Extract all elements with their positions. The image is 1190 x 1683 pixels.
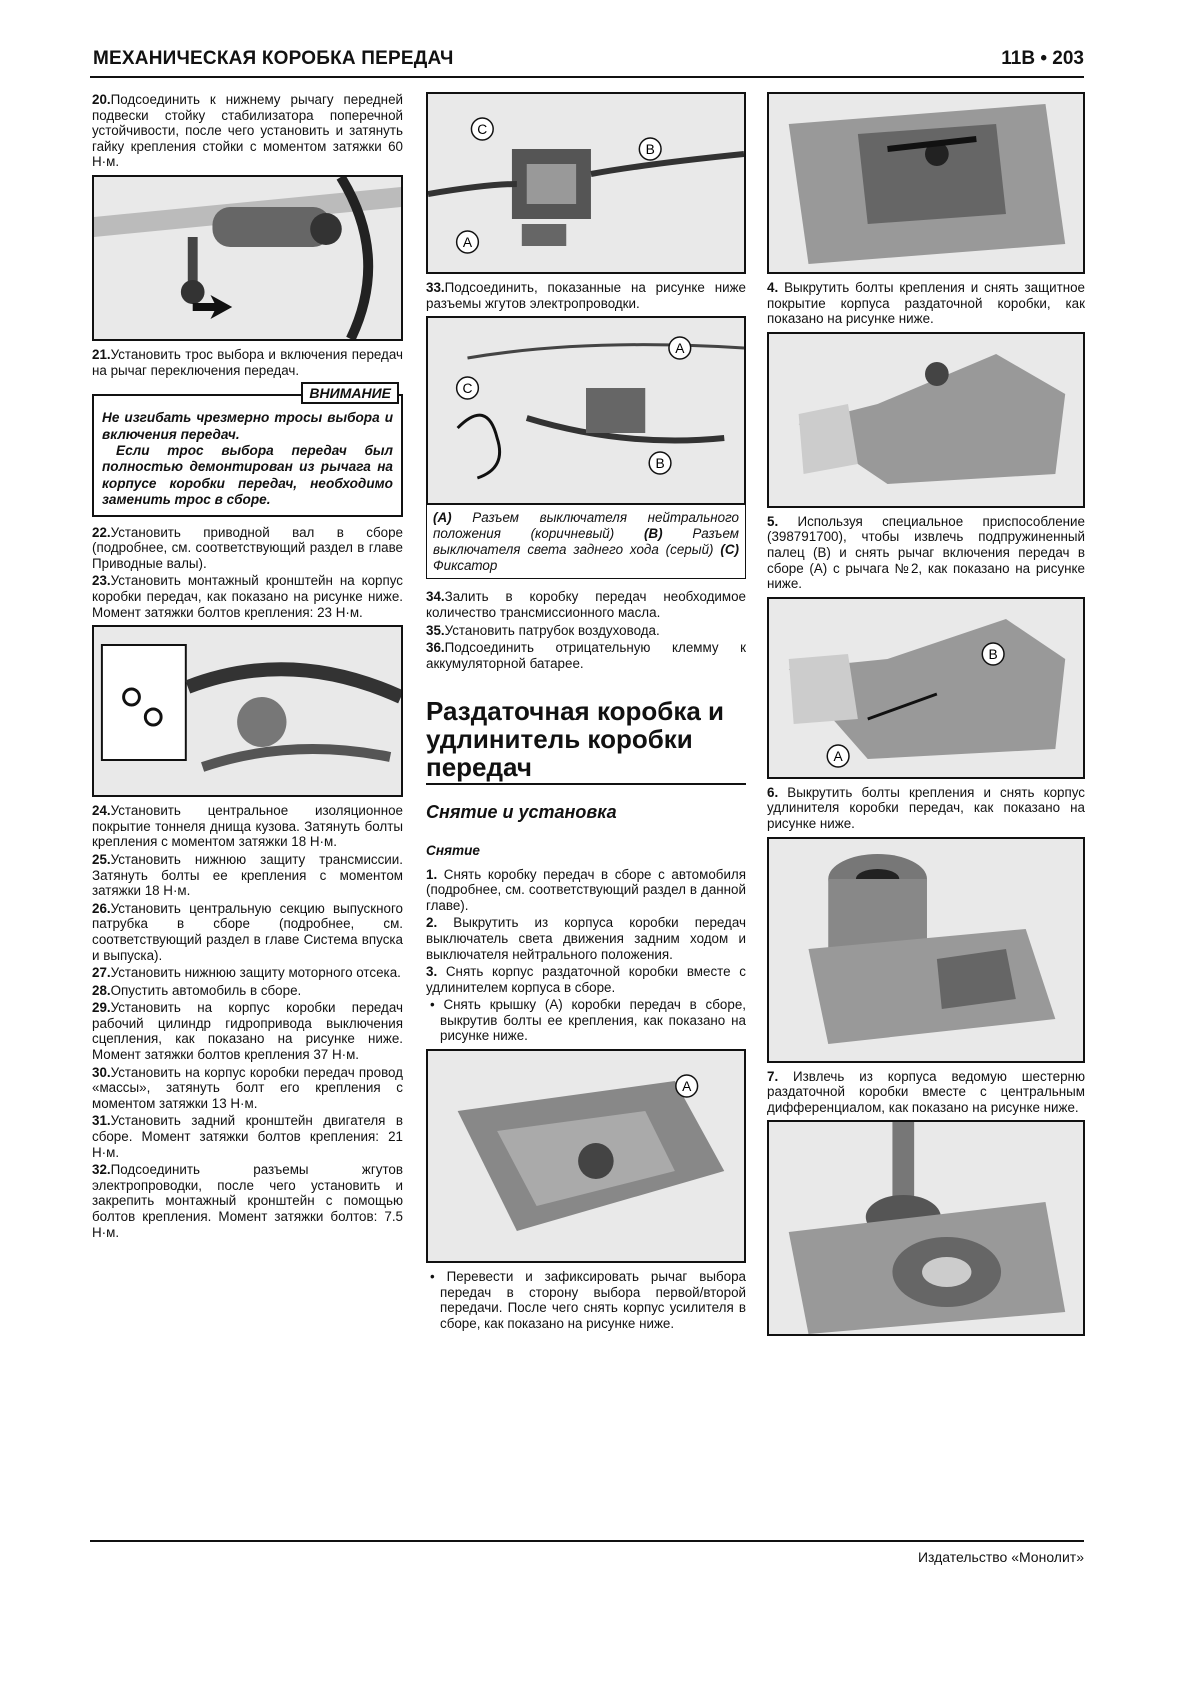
fig-b-label-a: A bbox=[833, 747, 843, 764]
section-title: Раздаточная коробка и удлинитель коробки передач bbox=[426, 696, 724, 783]
step-23: 23.Установить монтажный кронштейн на корпус коробки передач, как показано на рисунке ниже. Момент затяжки болтов крепления: 23 Н·м. bbox=[92, 573, 403, 620]
header-rule bbox=[90, 76, 1084, 78]
figure-transfer-case bbox=[767, 332, 1085, 508]
step-28: 28.Опустить автомобиль в сборе. bbox=[92, 982, 302, 998]
step-4: 4. Выкрутить болты крепления и снять защитное покрытие корпуса раздаточной коробки, как показано на рисунке ниже. bbox=[767, 280, 1085, 327]
removal-step-3-bullet-2: • Перевести и зафиксировать рычаг выбора передач в сторону выбора первой/второй передачи. После чего снять корпус усилителя в сборе, как показано на рисунке ниже. bbox=[430, 1269, 746, 1331]
removal-step-3: 3. Снять корпус раздаточной коробки вместе с удлинителем корпуса в сборе. bbox=[426, 964, 746, 995]
figure-stabilizer-link bbox=[92, 175, 403, 341]
warning-text-2: Если трос выбора передач был полностью демонтирован из рычага на корпусе коробки передач, необходимо заменить трос в сборе. bbox=[102, 442, 393, 508]
warning-box bbox=[92, 385, 403, 516]
figure-caption: (A) Разъем выключателя нейтрального положения (коричневый) (B) Разъем выключателя света заднего хода (серый) (C) Фиксатор bbox=[426, 505, 746, 579]
step-21: 21.Установить трос выбора и включения передач на рычаг переключения передач. bbox=[92, 346, 403, 378]
subsection-heading: Снятие и установка bbox=[426, 802, 617, 823]
footer-publisher: Издательство «Монолит» bbox=[917, 1549, 1084, 1565]
step-32: 32.Подсоединить разъемы жгутов электропроводки, после чего установить и закрепить монтажный кронштейн с помощью болтов крепления. Момент затяжки болтов: 7.5 Н·м. bbox=[92, 1162, 403, 1240]
column-left bbox=[92, 92, 403, 1242]
step-36: 36.Подсоединить отрицательную клемму к аккумуляторной батарее. bbox=[426, 640, 746, 671]
column-right bbox=[767, 92, 1085, 1342]
footer-rule bbox=[90, 1540, 1084, 1542]
fig2-label-c: C bbox=[462, 380, 473, 397]
removal-step-3-bullet-1: • Снять крышку (A) коробки передач в сборе, выкрутив болты ее крепления, как показано на рисунке ниже. bbox=[430, 997, 746, 1044]
fig1-label-b: B bbox=[645, 140, 655, 158]
warning-label: ВНИМАНИЕ bbox=[301, 382, 399, 404]
page-header-title: МЕХАНИЧЕСКАЯ КОРОБКА ПЕРЕДАЧ bbox=[93, 48, 454, 69]
figure-transfer-cover-top bbox=[767, 92, 1085, 274]
step-7: 7. Извлечь из корпуса ведомую шестерню раздаточной коробки вместе с центральным дифференциалом, как показано на рисунке ниже. bbox=[767, 1068, 1085, 1115]
figure-connectors-harness bbox=[426, 316, 746, 505]
page-number: 11В • 203 bbox=[1001, 48, 1084, 69]
step-29: 29.Установить на корпус коробки передач рабочий цилиндр гидропривода выключения сцепления, как показано на рисунке ниже. Момент затяжки болтов крепления 37 Н·м. bbox=[92, 1000, 403, 1063]
step-26: 26.Установить центральную секцию выпускного патрубка в сборе (подробнее, см. соответствующий раздел в главе Система впуска и выпуска). bbox=[92, 900, 403, 963]
column-middle bbox=[426, 92, 746, 1333]
fig1-label-c: C bbox=[477, 120, 488, 138]
fig2-label-b: B bbox=[655, 455, 665, 472]
figure-mounting-bracket bbox=[92, 625, 403, 797]
removal-step-1: 1. Снять коробку передач в сборе с автомобиля (подробнее, см. соответствующий раздел в данной главе). bbox=[426, 866, 746, 913]
figure-extension-housing bbox=[767, 837, 1085, 1063]
fig2-label-a: A bbox=[675, 340, 685, 357]
step-25: 25.Установить нижнюю защиту трансмиссии. Затянуть болты ее крепления с моментом затяжки 18 Н·м. bbox=[92, 851, 403, 899]
subsubsection-heading: Снятие bbox=[426, 842, 480, 858]
step-34: 34.Залить в коробку передач необходимое количество трансмиссионного масла. bbox=[426, 589, 746, 620]
removal-step-2: 2. Выкрутить из корпуса коробки передач выключатель света движения задним ходом и выключателя нейтрального положения. bbox=[426, 915, 746, 962]
step-6: 6. Выкрутить болты крепления и снять корпус удлинителя коробки передач, как показано на рисунке ниже. bbox=[767, 784, 1085, 831]
fig1-label-a: A bbox=[462, 233, 473, 251]
step-20: 20.Подсоединить к нижнему рычагу передней подвески стойку стабилизатора поперечной устойчивости, после чего установить и затянуть гайку крепления стойки с моментом затяжки 60 Н·м. bbox=[92, 92, 403, 170]
warning-text-1: Не изгибать чрезмерно тросы выбора и включения передач. bbox=[102, 410, 393, 442]
figure-connectors-top bbox=[426, 92, 746, 274]
step-31: 31.Установить задний кронштейн двигателя в сборе. Момент затяжки болтов крепления: 21 Н·м. bbox=[92, 1113, 403, 1160]
figure-driven-gear bbox=[767, 1120, 1085, 1336]
step-33: 33.Подсоединить, показанные на рисунке ниже разъемы жгутов электропроводки. bbox=[426, 280, 746, 311]
fig3-label-a: A bbox=[682, 1077, 692, 1095]
section-rule bbox=[426, 783, 746, 785]
step-5: 5. Используя специальное приспособление (398791700), чтобы извлечь подпружиненный палец (B) и снять рычаг включения передач в сборе (A) с рычага №2, как показано на рисунке ниже. bbox=[767, 513, 1085, 592]
figure-shift-lever bbox=[767, 597, 1085, 779]
step-22: 22.Установить приводной вал в сборе (подробнее, см. соответствующий раздел в главе Приводные валы). bbox=[92, 524, 403, 571]
step-27: 27.Установить нижнюю защиту моторного отсека. bbox=[92, 965, 401, 981]
step-30: 30.Установить на корпус коробки передач провод «массы», затянуть болт его крепления с моментом затяжки 13 Н·м. bbox=[92, 1064, 403, 1111]
step-24: 24.Установить центральное изоляционное покрытие тоннеля днища кузова. Затянуть болты крепления с моментом затяжки 18 Н·м. bbox=[92, 803, 403, 850]
fig-b-label-b: B bbox=[988, 645, 998, 662]
step-35: 35.Установить патрубок воздуховода. bbox=[426, 622, 660, 638]
figure-cover-a bbox=[426, 1049, 746, 1263]
